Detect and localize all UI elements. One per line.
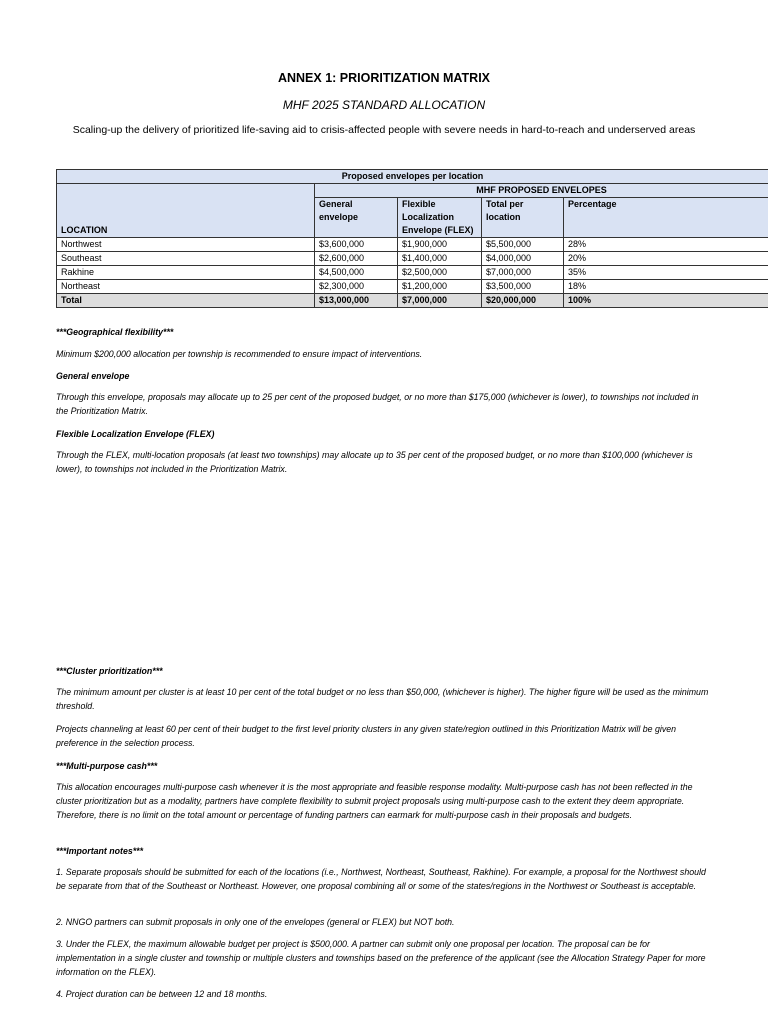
cell-location: Northeast bbox=[57, 280, 315, 294]
table-caption-row bbox=[57, 170, 768, 184]
prioritization-matrix-table bbox=[56, 169, 768, 308]
multi-purpose-cash-heading: ***Multi-purpose cash*** bbox=[56, 761, 158, 771]
table-row bbox=[57, 252, 768, 266]
geographical-flexibility-heading: ***Geographical flexibility*** bbox=[56, 327, 174, 337]
cell-flex: $1,200,000 bbox=[398, 280, 482, 294]
cell-flex: $1,900,000 bbox=[398, 238, 482, 252]
table-group-row bbox=[57, 184, 768, 198]
important-note-4: 4. Project duration can be between 12 and 18 months. bbox=[56, 989, 268, 999]
document-description: Scaling-up the delivery of prioritized life-saving aid to crisis-affected people with severe needs in hard-to-reach and underserved areas bbox=[72, 124, 696, 136]
important-note-3: 3. Under the FLEX, the maximum allowable budget per project is $500,000. A partner can submit only one proposal per location. The proposal can be for implementation in a single cluster and township or multiple clusters and townships based on the preference of the applicant (see the Allocation Strategy Paper for more information on the FLEX). bbox=[56, 939, 706, 977]
cell-total: $3,500,000 bbox=[482, 280, 564, 294]
table-row bbox=[57, 280, 768, 294]
cell-general: $2,300,000 bbox=[315, 280, 398, 294]
general-envelope-heading: General envelope bbox=[56, 371, 130, 381]
total-overall: $20,000,000 bbox=[482, 294, 564, 308]
cell-general: $3,600,000 bbox=[315, 238, 398, 252]
cell-total: $7,000,000 bbox=[482, 266, 564, 280]
col-percentage-header: Percentage bbox=[564, 198, 768, 238]
cell-percentage: 18% bbox=[564, 280, 768, 294]
important-notes-heading: ***Important notes*** bbox=[56, 846, 144, 856]
total-general: $13,000,000 bbox=[315, 294, 398, 308]
cell-flex: $2,500,000 bbox=[398, 266, 482, 280]
important-note-1: 1. Separate proposals should be submitted for each of the locations (i.e., Northwest, Northeast, Southeast, Rakhine). For example, a proposal for the Northwest should be separate from that of the Southeast or Northeast. However, one proposal combining all or some of the states/regions in the Northwest or Southeast is acceptable. bbox=[56, 867, 706, 891]
cell-location: Northwest bbox=[57, 238, 315, 252]
cell-total: $4,000,000 bbox=[482, 252, 564, 266]
table-row bbox=[57, 266, 768, 280]
cell-general: $4,500,000 bbox=[315, 266, 398, 280]
cell-percentage: 35% bbox=[564, 266, 768, 280]
cell-flex: $1,400,000 bbox=[398, 252, 482, 266]
geographical-flexibility-text: Minimum $200,000 allocation per township is recommended to ensure impact of interventions. bbox=[56, 349, 423, 359]
flex-envelope-text: Through the FLEX, multi-location proposals (at least two townships) may allocate up to 35 per cent of the proposed budget, or no more than $100,000 (whichever is lower), to townships not included in the Prioritization Matrix. bbox=[56, 450, 693, 474]
cluster-prioritization-text-2: Projects channeling at least 60 per cent of their budget to the first level priority clusters in any given state/region outlined in this Prioritization Matrix will be given preference in the selection process. bbox=[56, 724, 677, 748]
important-note-2: 2. NNGO partners can submit proposals in only one of the envelopes (general or FLEX) but NOT both. bbox=[56, 917, 455, 927]
location-header: LOCATION bbox=[57, 184, 315, 238]
cell-general: $2,600,000 bbox=[315, 252, 398, 266]
table-caption: Proposed envelopes per location bbox=[57, 170, 768, 184]
multi-purpose-cash-text: This allocation encourages multi-purpose cash whenever it is the most appropriate and feasible response modality. Multi-purpose cash has not been reflected in the cluster prioritization but as a modality, partners have complete flexibility to submit project proposals using multi-purpose cash to the extent they deem appropriate. Therefore, there is no limit on the total amount or percentage of funding partners can earmark for multi-purpose cash in their proposals and budgets. bbox=[56, 782, 693, 820]
total-label: Total bbox=[57, 294, 315, 308]
col-total-header: Total per location bbox=[482, 198, 564, 238]
cell-percentage: 28% bbox=[564, 238, 768, 252]
total-flex: $7,000,000 bbox=[398, 294, 482, 308]
table-total-row bbox=[57, 294, 768, 308]
table-row bbox=[57, 238, 768, 252]
general-envelope-text: Through this envelope, proposals may allocate up to 25 per cent of the proposed budget, or no more than $175,000 (whichever is lower), to townships not included in the Prioritization Matrix. bbox=[56, 392, 699, 416]
cell-location: Rakhine bbox=[57, 266, 315, 280]
cell-percentage: 20% bbox=[564, 252, 768, 266]
envelopes-group-header: MHF PROPOSED ENVELOPES bbox=[315, 184, 768, 198]
document-subtitle: MHF 2025 STANDARD ALLOCATION bbox=[282, 98, 486, 112]
cluster-prioritization-heading: ***Cluster prioritization*** bbox=[56, 666, 163, 676]
flex-envelope-heading: Flexible Localization Envelope (FLEX) bbox=[56, 429, 215, 439]
cluster-prioritization-text-1: The minimum amount per cluster is at least 10 per cent of the total budget or no less than $50,000, (whichever is higher). The higher figure will be used as the minimum threshold. bbox=[56, 687, 709, 711]
cell-location: Southeast bbox=[57, 252, 315, 266]
document-title: ANNEX 1: PRIORITIZATION MATRIX bbox=[277, 71, 491, 85]
col-general-header: General envelope bbox=[315, 198, 398, 238]
cell-total: $5,500,000 bbox=[482, 238, 564, 252]
total-percentage: 100% bbox=[564, 294, 768, 308]
col-flex-header: Flexible Localization Envelope (FLEX) bbox=[398, 198, 482, 238]
